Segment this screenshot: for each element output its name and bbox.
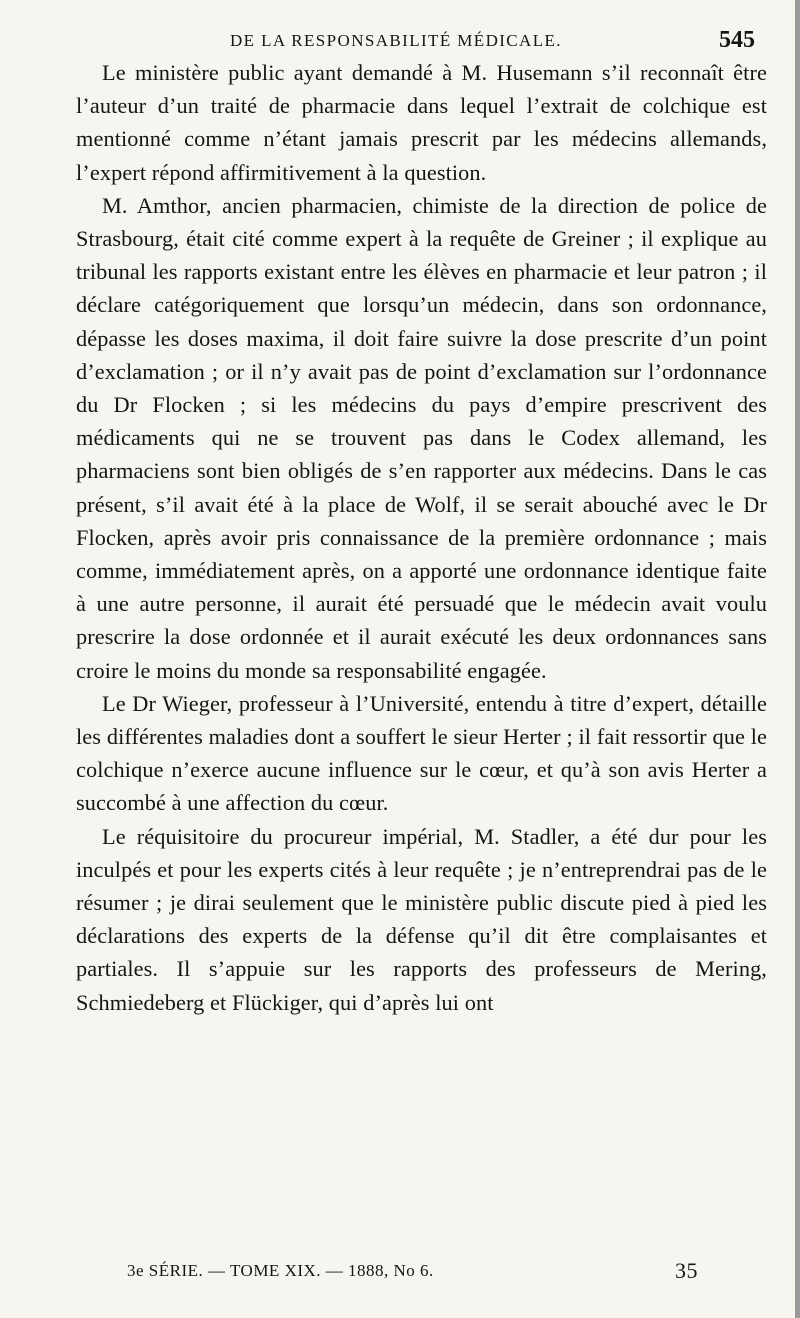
paragraph-husemann: Le ministère public ayant demandé à M. Husemann s’il reconnaît être l’auteur d’un traité de pharmacie dans lequel l’extrait de colchique est mentionné comme n’étant jamais prescrit par les médecins allemands, l’expert répond affirmitivement à la question. bbox=[76, 60, 767, 185]
paragraph-wieger: Le Dr Wieger, professeur à l’Université, entendu à titre d’expert, détaille les différentes maladies dont a souffert le sieur Herter ; il fait ressortir que le colchique n’exerce aucune influence sur le cœur, et qu’à son avis Herter a succombé à une affection du cœur. bbox=[76, 690, 767, 816]
page-footer bbox=[127, 1258, 698, 1291]
signature-number: 35 bbox=[675, 1258, 698, 1283]
page-number: 545 bbox=[719, 27, 755, 53]
paragraph-amthor: M. Amthor, ancien pharmacien, chimiste de la direction de police de Strasbourg, était cité comme expert à la requête de Greiner ; il explique au tribunal les rapports existant entre les élèves en pharmacie et leur patron ; il déclare catégoriquement que lorsqu’un médecin, dans son ordonnance, dépasse les doses maxima, il doit faire suivre la dose prescrite d’un point d’exclamation ; or il n’y avait pas de point d’exclamation sur l’ordonnance du Dr Flocken ; si les médecins du pays d’empire prescrivent des médicaments qui ne se trouvent pas dans le Codex allemand, les pharmaciens sont bien obligés de s’en rapporter aux médecins. Dans le cas présent, s’il avait été à la place de Wolf, il se serait abouché avec le Dr Flocken, après avoir pris connaissance de la première ordonnance ; mais comme, immédiatement après, on a apporté une ordonnance identique faite à une autre personne, il aurait été persuadé que le médecin avait voulu prescrire la dose ordonnée et il aurait exécuté les deux ordonnances sans croire le moins du monde sa responsabilité engagée. bbox=[76, 192, 767, 683]
paragraph-stadler: Le réquisitoire du procureur impérial, M. Stadler, a été dur pour les inculpés et pour les experts cités à leur requête ; je n’entreprendrai pas de le résumer ; je dirai seulement que le ministère public discute pied à pied les déclarations des experts de la défense qu’il dit être complaisantes et partiales. Il s’appuie sur les rapports des professeurs de Mering, Schmiedeberg et Flückiger, qui d’après lui ont bbox=[76, 823, 767, 1015]
series-info: 3e SÉRIE. — TOME XIX. — 1888, No 6. bbox=[127, 1261, 434, 1280]
running-title: DE LA RESPONSABILITÉ MÉDICALE. bbox=[230, 31, 562, 50]
body-text bbox=[76, 56, 767, 1019]
running-head bbox=[76, 22, 767, 56]
page-edge-shadow bbox=[795, 0, 800, 1318]
